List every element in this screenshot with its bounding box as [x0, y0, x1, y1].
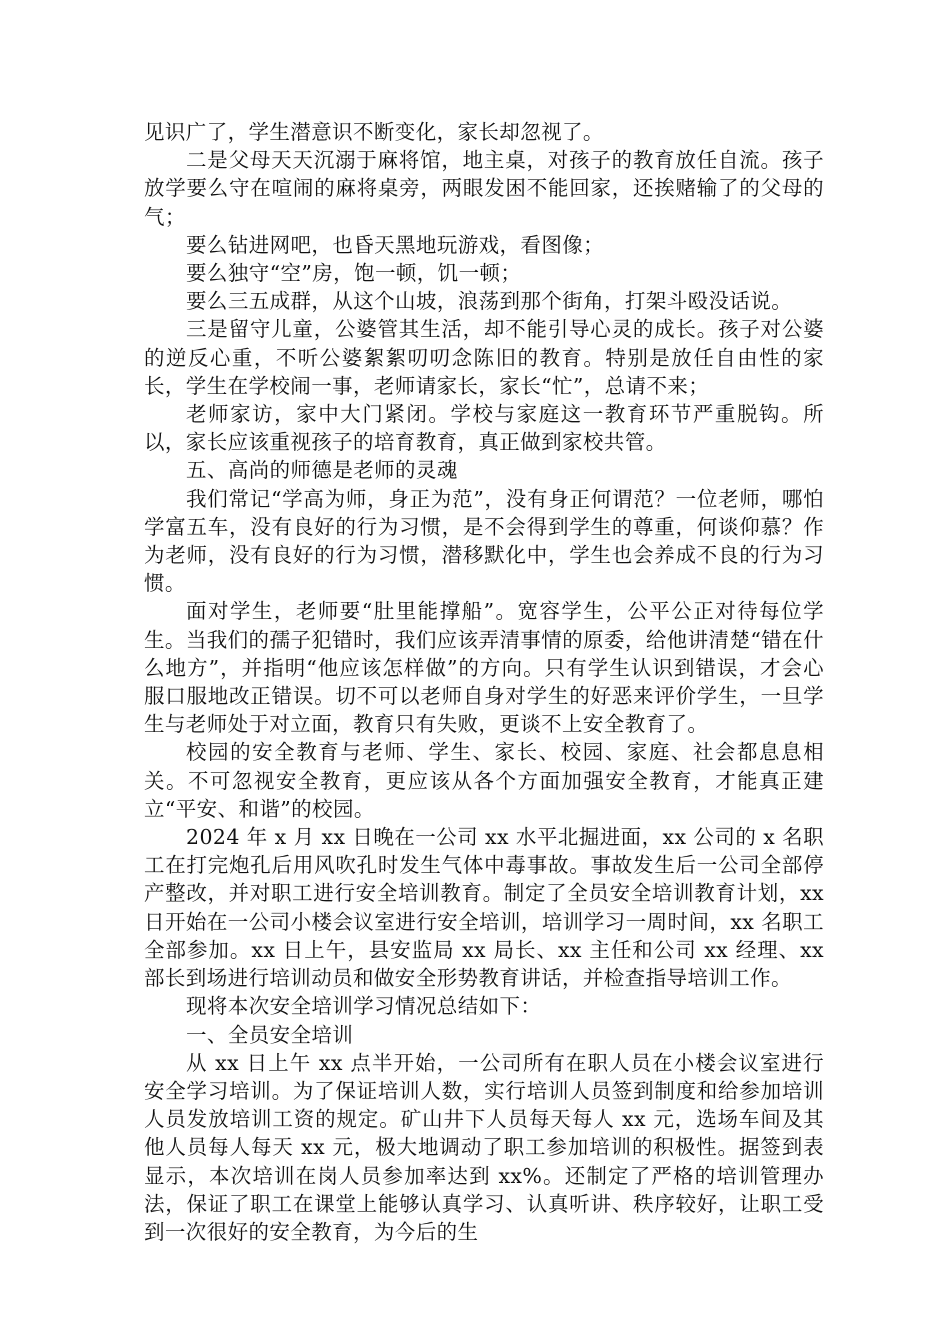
paragraph: 从 xx 日上午 xx 点半开始，一公司所有在职人员在小楼会议室进行安全学习培训。为了保证培训人数，实行培训人员签到制度和给参加培训人员发放培训工资的规定。矿山井下人员每天每人 xx 元，选场车间及其他人员每人每天 xx 元，极大地调动了职工参加培训的积极性。据签到表显示，本次培训在岗人员参加率达到 xx%。还制定了严格的培训管理办法，保证了职工在课堂上能够认真学习、认真听讲、秩序较好，让职工受到一次很好的安全教育，为今后的生 [144, 1050, 824, 1244]
paragraph: 老师家访，家中大门紧闭。学校与家庭这一教育环节严重脱钩。所以，家长应该重视孩子的培育教育，真正做到家校共管。 [144, 402, 824, 455]
paragraph: 2024 年 x 月 xx 日晚在一公司 xx 水平北掘进面，xx 公司的 x 名职工在打完炮孔后用风吹孔时发生气体中毒事故。事故发生后一公司全部停产整改，并对职工进行安全培训教育。制定了全员安全培训教育计划，xx 日开始在一公司小楼会议室进行安全培训，培训学习一周时间，xx 名职工全部参加。xx 日上午，县安监局 xx 局长、xx 主任和公司 xx 经理、xx 部长到场进行培训动员和做安全形势教育讲话，并检查指导培训工作。 [144, 825, 824, 991]
paragraph: 要么三五成群，从这个山坡，浪荡到那个街角，打架斗殴没话说。 [186, 289, 793, 314]
paragraph: 现将本次安全培训学习情况总结如下： [186, 994, 542, 1019]
paragraph: 要么独守“空”房，饱一顿，饥一顿； [186, 261, 522, 286]
paragraph: 我们常记“学高为师，身正为范”，没有身正何谓范？一位老师，哪怕学富五车，没有良好的行为习惯，是不会得到学生的尊重，何谈仰慕？作为老师，没有良好的行为习惯，潜移默化中，学生也会养成不良的行为习惯。 [144, 486, 824, 596]
document-body [144, 118, 824, 1246]
section-heading: 五、高尚的师德是老师的灵魂 [186, 458, 458, 483]
paragraph: 三是留守儿童，公婆管其生活，却不能引导心灵的成长。孩子对公婆的逆反心重，不听公婆絮絮叨叨念陈旧的教育。特别是放任自由性的家长，学生在学校闹一事，老师请家长，家长“忙”，总请不来； [144, 317, 824, 398]
paragraph: 要么钻进网吧，也昏天黑地玩游戏，看图像； [186, 232, 605, 257]
paragraph: 校园的安全教育与老师、学生、家长、校园、家庭、社会都息息相关。不可忽视安全教育，更应该从各个方面加强安全教育，才能真正建立“平安、和谐”的校园。 [144, 740, 824, 821]
paragraph: 二是父母天天沉溺于麻将馆，地主桌，对孩子的教育放任自流。孩子放学要么守在喧闹的麻将桌旁，两眼发困不能回家，还挨赌输了的父母的气； [144, 148, 824, 229]
paragraph: 面对学生，老师要“肚里能撑船”。宽容学生，公平公正对待每位学生。当我们的孺子犯错时，我们应该弄清事情的原委，给他讲清楚“错在什么地方”，并指明“他应该怎样做”的方向。只有学生认识到错误，才会心服口服地改正错误。切不可以老师自身对学生的好恶来评价学生，一旦学生与老师处于对立面，教育只有失败，更谈不上安全教育了。 [144, 599, 824, 737]
paragraph: 见识广了，学生潜意识不断变化，家长却忽视了。 [144, 120, 604, 144]
section-heading: 一、全员安全培训 [186, 1022, 354, 1047]
